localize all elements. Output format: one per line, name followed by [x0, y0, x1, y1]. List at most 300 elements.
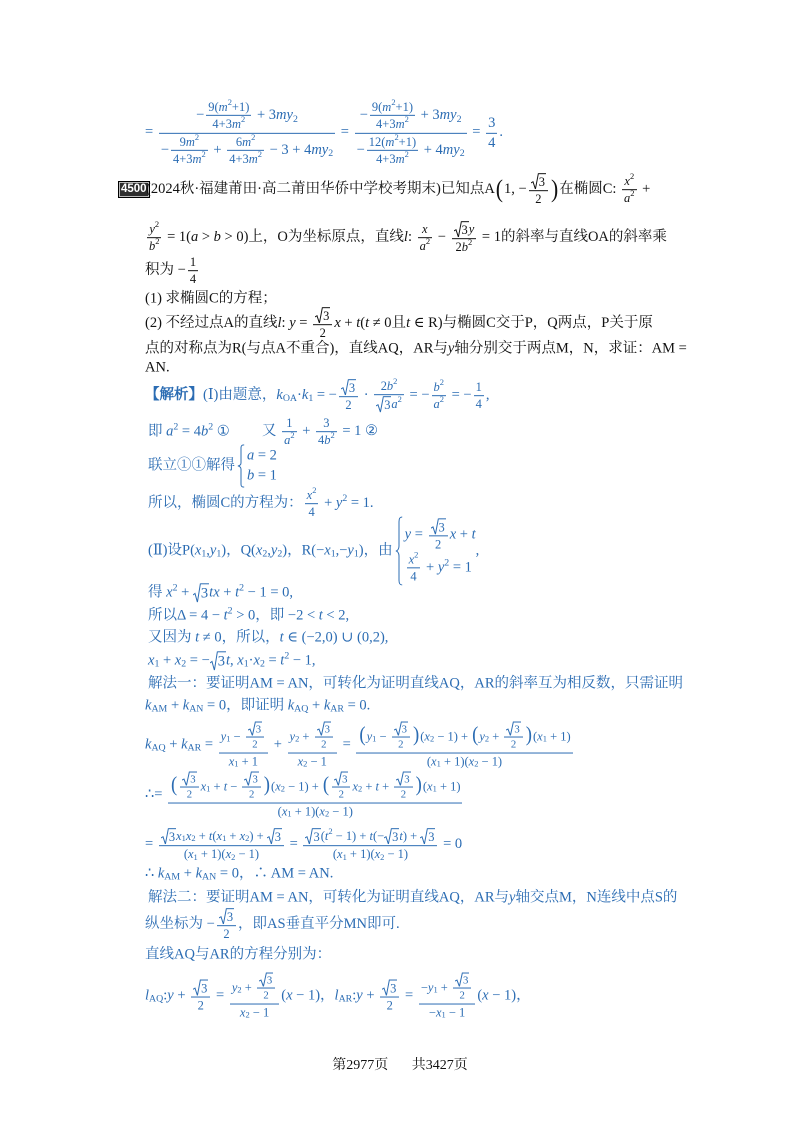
subscript: 2: [380, 851, 385, 862]
math-text: −: [359, 107, 368, 124]
radical-sign: [182, 772, 190, 786]
radical-sign: [334, 772, 342, 786]
fraction: [282, 416, 296, 448]
math-text: 又: [262, 423, 281, 440]
fraction-numerator: [191, 979, 210, 997]
fraction-numerator: [367, 131, 418, 151]
radical-sign: [382, 979, 390, 995]
square-root: [182, 772, 196, 786]
subscript: 2: [292, 113, 298, 125]
math-text: + y: [422, 559, 445, 576]
math-variable: k: [287, 697, 295, 714]
fraction-numerator: [147, 219, 161, 238]
math-text: − 1) +: [284, 779, 322, 794]
math-text: ,y: [267, 542, 278, 559]
math-variable: k: [323, 697, 331, 714]
fraction: [168, 772, 462, 819]
math-text: + 3my: [253, 107, 293, 124]
math-text: − 1: [249, 1005, 270, 1020]
math-text: 点的对称点为R(与点A不重合)，直线AQ，AR与y轴分别交于两点M，N，求证：AM =: [145, 340, 687, 357]
math-text: :y +: [163, 987, 190, 1004]
math-text: + 1: [238, 754, 259, 769]
fraction-denominator: [257, 989, 275, 1002]
superscript: 2: [239, 582, 245, 594]
subscript: 1: [193, 851, 198, 862]
math-variable: l: [277, 315, 282, 332]
subscript: 1: [226, 733, 231, 744]
math-text: ,y: [206, 542, 217, 559]
math-variable: y: [479, 729, 485, 744]
math-text: +: [299, 729, 313, 744]
superscript: 2: [173, 421, 179, 433]
math-text: 3: [428, 830, 435, 845]
fraction: [407, 549, 421, 584]
square-root: [315, 307, 330, 323]
fraction-denominator: [246, 738, 264, 751]
solution-slope-sum: [145, 722, 575, 769]
system-row: [247, 446, 277, 466]
math-text: + x: [159, 652, 182, 669]
big-parenthesis: (: [171, 773, 178, 798]
math-variable: k: [195, 865, 203, 882]
subscript: 2: [245, 833, 250, 844]
math-text: 4+3m: [376, 117, 405, 132]
solution-line-equations: [145, 973, 531, 1020]
fraction-denominator: [622, 188, 636, 206]
square-root: [420, 828, 435, 844]
math-variable: x: [255, 542, 263, 559]
math-text: = 0，∴ AM = AN.: [216, 865, 334, 882]
math-text: + x: [226, 829, 246, 844]
radical-sign: [341, 379, 349, 395]
math-text: 所以Δ = 4 − t: [148, 607, 228, 624]
math-text: 3: [255, 723, 262, 736]
math-text: 3: [401, 723, 408, 736]
superscript: 2: [404, 148, 409, 159]
math-text: − 1): [235, 847, 259, 862]
math-variable: x: [468, 754, 475, 769]
math-variable: x: [408, 552, 415, 566]
math-text: − 1: [445, 1005, 466, 1020]
math-text: =: [201, 736, 217, 753]
math-text: + k: [308, 697, 331, 714]
math-variable: m: [231, 117, 241, 132]
math-variable: x: [176, 829, 182, 844]
subscript: 1: [353, 548, 359, 560]
radicand: [514, 722, 520, 736]
math-text: 2: [321, 738, 327, 751]
problem-line-condition: [145, 221, 667, 255]
math-text: ，即AS垂直平分MN即可.: [238, 916, 400, 933]
math-text: =: [286, 836, 302, 853]
solution-method-2-cont: [145, 908, 400, 942]
math-text: 2: [197, 998, 204, 1013]
fraction-numerator: [246, 722, 264, 738]
math-text: + 1)(x: [346, 847, 381, 862]
fraction: [429, 518, 448, 552]
superscript: 2: [439, 377, 444, 388]
fraction-numerator: [339, 379, 358, 397]
math-text: −: [356, 141, 365, 158]
math-variable: y: [509, 889, 516, 906]
fraction-numerator: [392, 722, 410, 738]
math-variable: t: [279, 629, 284, 646]
math-variable: tx: [209, 584, 220, 601]
math-text: (x: [422, 779, 433, 794]
math-variable: t: [208, 829, 213, 844]
subscript: AQ: [294, 703, 309, 715]
left-brace: [395, 516, 403, 585]
fraction: [486, 115, 497, 151]
fraction: [219, 722, 268, 769]
fraction: [303, 828, 437, 862]
math-text: = 4b: [178, 423, 209, 440]
math-text: )，R(−x: [282, 542, 331, 559]
math-variable: k: [301, 387, 309, 404]
math-text: (Ⅰ)由题意，k: [203, 387, 283, 404]
math-variable: b: [247, 467, 255, 483]
fraction: [288, 722, 337, 769]
square-root: [210, 651, 226, 670]
superscript: 2: [404, 114, 409, 125]
fraction: [206, 96, 251, 132]
square-root: [305, 828, 320, 844]
math-variable: x: [239, 829, 246, 844]
square-root: [455, 973, 469, 987]
math-text: (x: [332, 847, 343, 862]
math-text: 2: [510, 738, 517, 751]
superscript: 2: [284, 650, 290, 662]
math-text: 2b: [455, 240, 468, 255]
math-variable: y: [347, 542, 354, 559]
solution-slope-sum-substituted: [145, 772, 464, 819]
fraction: [191, 979, 210, 1013]
fraction-denominator: [356, 753, 572, 768]
math-text: .: [499, 124, 503, 141]
problem-question-2: [145, 307, 653, 341]
math-text: 2: [252, 738, 258, 751]
superscript: 2: [342, 493, 348, 505]
math-variable: t: [223, 607, 228, 624]
math-text: +: [177, 584, 193, 601]
math-variable: a: [247, 447, 255, 464]
math-variable: a: [624, 191, 631, 206]
math-variable: b: [149, 239, 156, 254]
math-text: = −: [405, 387, 430, 404]
fraction-denominator: [219, 753, 268, 768]
math-text: =: [401, 987, 417, 1004]
math-text: = 0: [439, 836, 463, 853]
math-text: 3: [201, 981, 208, 996]
math-text: 1, −: [504, 181, 527, 198]
radicand: [218, 651, 226, 670]
math-variable: x: [237, 652, 244, 669]
subscript: AR: [330, 703, 344, 715]
solution-t-range: [148, 629, 388, 646]
fraction-numerator: [419, 973, 475, 1005]
square-root: [396, 772, 410, 786]
superscript: 2: [444, 557, 450, 569]
big-parenthesis: (: [472, 723, 479, 748]
superscript: 2: [208, 421, 214, 433]
square-root: [376, 397, 391, 413]
solution-line-intro: [145, 376, 490, 413]
fraction: [394, 772, 412, 802]
math-variable: t: [280, 652, 285, 669]
subscript: 2: [277, 548, 283, 560]
fraction-numerator: [217, 908, 236, 926]
radicand: [342, 772, 348, 786]
solution-discriminant: [148, 607, 349, 624]
fraction: [305, 485, 319, 520]
math-text: 2: [186, 788, 193, 801]
superscript: 2: [630, 188, 635, 199]
math-text: [422, 222, 428, 236]
subscript: 2: [191, 833, 196, 844]
math-variable: t: [369, 829, 373, 844]
fraction-denominator: [288, 753, 337, 768]
subscript: AR: [187, 742, 202, 754]
math-text: 3: [342, 773, 348, 786]
subscript: 1: [436, 758, 441, 769]
math-variable: t: [324, 829, 329, 844]
fraction: [622, 171, 636, 206]
previous-solution-formula: [145, 96, 503, 166]
math-variable: y: [447, 340, 455, 357]
math-text: = 1的斜率与直线OA的斜率乘: [478, 229, 667, 246]
math-text: 积为 −: [145, 262, 186, 279]
math-text: ,: [475, 542, 480, 559]
math-text: AN.: [145, 359, 170, 376]
fraction-numerator: [355, 96, 467, 134]
math-text: + 1): [436, 779, 461, 794]
math-text: 2: [535, 192, 542, 207]
fraction-denominator: [242, 788, 260, 801]
square-root: [244, 772, 258, 786]
radicand: [256, 722, 262, 736]
math-text: 4: [488, 134, 496, 151]
math-variable: b: [200, 423, 209, 440]
math-text: 9m: [179, 134, 195, 149]
superscript: 2: [194, 131, 200, 142]
math-text: = 1.: [347, 495, 374, 512]
solution-conclusion: [145, 865, 333, 882]
fraction-denominator: [227, 148, 264, 166]
fraction: [356, 722, 572, 769]
math-variable: b: [386, 379, 394, 394]
math-variable: a: [391, 397, 398, 412]
square-root: [248, 722, 262, 736]
math-text: +: [298, 423, 315, 440]
math-text: ,: [485, 387, 490, 404]
subscript: 2: [295, 733, 300, 744]
math-variable: m: [248, 151, 258, 166]
fraction-numerator: [168, 772, 462, 804]
math-variable: m: [185, 134, 195, 149]
math-variable: a: [419, 239, 426, 254]
fraction-denominator: [313, 326, 332, 341]
math-text: a = 2: [247, 447, 277, 464]
radicand: [252, 772, 258, 786]
square-root: [334, 772, 348, 786]
fraction: [452, 221, 477, 255]
fraction-denominator: [394, 788, 412, 801]
fraction-denominator: [367, 148, 418, 166]
math-variable: y: [437, 559, 445, 576]
subscript: 2: [181, 658, 187, 670]
math-variable: a: [166, 423, 174, 440]
problem-line-product: [145, 255, 200, 287]
subscript: AN: [189, 703, 204, 715]
fraction: [246, 722, 264, 752]
math-variable: my: [442, 141, 460, 158]
math-text: )，由: [358, 542, 393, 559]
solution-label: 【解析】: [145, 387, 203, 404]
fraction: [432, 377, 446, 412]
math-variable: t: [375, 779, 380, 794]
fraction-denominator: [380, 997, 399, 1012]
square-root: [506, 722, 520, 736]
big-parenthesis: ): [550, 175, 559, 203]
fraction-numerator: [257, 973, 275, 989]
fraction-denominator: [282, 430, 296, 448]
fraction-denominator: [180, 788, 198, 801]
system-rows: [247, 444, 277, 487]
math-text: +: [489, 729, 503, 744]
math-text: 3: [168, 830, 176, 845]
fraction-numerator: [303, 828, 437, 846]
superscript: 2: [227, 96, 232, 107]
math-text: ∴=: [145, 786, 167, 803]
math-text: 3: [392, 830, 399, 845]
solution-method-1-goal: [145, 697, 370, 714]
math-text: 3: [190, 773, 196, 786]
math-variable: y: [209, 542, 217, 559]
math-variable: x: [194, 542, 202, 559]
math-text: 2: [459, 989, 465, 1002]
subscript: 2: [245, 1009, 250, 1020]
radical-sign: [161, 828, 169, 844]
fraction-denominator: [191, 997, 210, 1012]
math-variable: x: [482, 987, 489, 1004]
math-variable: y: [289, 315, 296, 332]
radical-sign: [420, 828, 428, 844]
fraction: [171, 131, 208, 167]
superscript: 2: [201, 148, 206, 159]
radical-sign: [259, 973, 267, 987]
superscript: 2: [391, 96, 396, 107]
subscript: 1: [433, 984, 438, 995]
math-variable: x: [148, 652, 155, 669]
subscript: AN: [202, 871, 217, 883]
subscript: 1: [432, 783, 437, 794]
math-text: ·x: [248, 652, 260, 669]
math-variable: a: [284, 433, 291, 448]
radical-sign: [376, 397, 384, 413]
math-text: +1): [231, 99, 250, 114]
math-text: (x: [426, 754, 437, 769]
fraction-denominator: [332, 788, 350, 801]
math-text: + y: [320, 495, 343, 512]
math-text: 3: [462, 974, 469, 987]
fraction-numerator: [230, 973, 279, 1005]
math-text: 在椭圆C:: [559, 181, 621, 198]
superscript: 2: [172, 582, 178, 594]
math-variable: my: [439, 107, 457, 124]
superscript: 2: [393, 376, 398, 387]
math-text: 3: [217, 653, 226, 670]
math-text: (Ⅱ)设P(x: [148, 542, 202, 559]
math-variable: x: [424, 729, 430, 744]
math-text: 3: [390, 981, 397, 996]
math-text: −: [376, 729, 390, 744]
superscript: 2: [414, 549, 419, 560]
math-text: 3: [323, 309, 330, 324]
square-root: [431, 518, 446, 534]
math-text: = −: [313, 387, 337, 404]
subscript: 1: [342, 851, 347, 862]
problem-line-source: [146, 173, 650, 207]
math-variable: b: [324, 433, 331, 448]
radical-sign: [193, 583, 201, 602]
math-text: +1): [398, 134, 417, 149]
solution-vieta: [148, 651, 316, 670]
math-text: t) +: [399, 829, 421, 844]
math-text: 3: [200, 585, 209, 602]
fraction: [159, 828, 284, 862]
math-variable: t: [471, 526, 476, 543]
math-variable: m: [192, 151, 202, 166]
fraction: [242, 772, 260, 802]
math-text: 3: [348, 381, 356, 396]
superscript: 2: [328, 826, 333, 837]
math-text: + 1)(x: [197, 847, 232, 862]
math-text: ①: [213, 423, 230, 440]
math-text: +: [270, 736, 286, 753]
fraction: [370, 96, 415, 132]
math-text: [469, 222, 475, 236]
math-variable: k: [157, 865, 165, 882]
math-text: = 0.: [343, 697, 371, 714]
math-text: = 0，即证明 k: [203, 697, 295, 714]
subscript: 1: [243, 658, 249, 670]
math-text: ∴ k: [145, 865, 165, 882]
math-text: y =: [404, 526, 427, 543]
math-text: − 1) + t(−: [332, 829, 385, 844]
square-root: [161, 828, 176, 844]
math-text: ·k: [297, 387, 309, 404]
math-text: 3: [274, 830, 282, 845]
fraction-numerator: [374, 376, 404, 395]
fraction: [188, 255, 198, 287]
math-text: 6m: [235, 134, 252, 149]
fraction-numerator: [313, 307, 332, 325]
math-variable: b: [433, 380, 440, 395]
fraction-denominator: [529, 192, 548, 207]
math-variable: y: [468, 222, 475, 237]
math-text: 解法二：要证明AM = AN，可转化为证明直线AQ，AR与y轴交点M，N连线中点S的: [148, 889, 678, 906]
math-variable: x: [253, 652, 260, 669]
fraction-denominator: [159, 847, 284, 862]
math-text: + 1)(x: [440, 754, 475, 769]
subscript: 2: [358, 783, 363, 794]
math-variable: x: [337, 847, 343, 862]
fraction-numerator: [288, 722, 337, 754]
math-variable: x: [449, 526, 457, 543]
math-text: − 3 + 4my: [265, 141, 329, 158]
math-variable: m: [395, 151, 405, 166]
subscript: 2: [474, 758, 479, 769]
